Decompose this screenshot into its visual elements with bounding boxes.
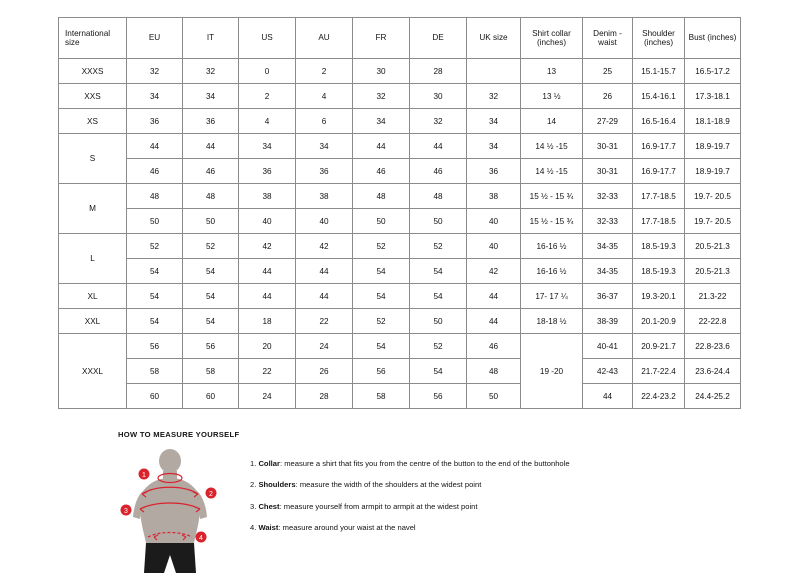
cell-shirt-collar: 16-16 ½ — [521, 234, 583, 259]
cell-de: 46 — [410, 159, 467, 184]
cell-international-size: XXXL — [59, 334, 127, 409]
column-header-it: IT — [183, 18, 239, 59]
cell-shoulder: 15.1-15.7 — [633, 59, 685, 84]
cell-fr: 34 — [353, 109, 410, 134]
cell-fr: 32 — [353, 84, 410, 109]
cell-bust: 20.5-21.3 — [685, 259, 741, 284]
column-header-uk-size: UK size — [467, 18, 521, 59]
cell-shirt-collar: 18-18 ½ — [521, 309, 583, 334]
cell-denim-waist: 36-37 — [583, 284, 633, 309]
cell-fr: 54 — [353, 284, 410, 309]
cell-us: 40 — [239, 209, 296, 234]
measure-step — [250, 459, 570, 468]
cell-shoulder: 15.4-16.1 — [633, 84, 685, 109]
cell-international-size: M — [59, 184, 127, 234]
cell-eu: 56 — [127, 334, 183, 359]
cell-us: 44 — [239, 259, 296, 284]
cell-shoulder: 17.7-18.5 — [633, 209, 685, 234]
cell-bust: 16.5-17.2 — [685, 59, 741, 84]
cell-eu: 54 — [127, 309, 183, 334]
cell-us: 4 — [239, 109, 296, 134]
table-row — [59, 259, 741, 284]
cell-uk-size: 34 — [467, 109, 521, 134]
cell-denim-waist: 30-31 — [583, 159, 633, 184]
column-header-shoulder: Shoulder (inches) — [633, 18, 685, 59]
cell-eu: 32 — [127, 59, 183, 84]
cell-au: 40 — [296, 209, 353, 234]
measure-step-number: 3. — [250, 501, 259, 511]
head-shape — [159, 449, 181, 473]
cell-de: 54 — [410, 259, 467, 284]
cell-shoulder: 20.1-20.9 — [633, 309, 685, 334]
cell-au: 6 — [296, 109, 353, 134]
cell-de: 50 — [410, 209, 467, 234]
cell-us: 36 — [239, 159, 296, 184]
measure-body — [118, 447, 738, 572]
measure-step-number: 2. — [250, 480, 259, 490]
cell-it: 48 — [183, 184, 239, 209]
cell-de: 44 — [410, 134, 467, 159]
cell-bust: 22-22.8 — [685, 309, 741, 334]
cell-it: 34 — [183, 84, 239, 109]
cell-bust: 19.7- 20.5 — [685, 184, 741, 209]
cell-fr: 50 — [353, 209, 410, 234]
cell-us: 44 — [239, 284, 296, 309]
cell-shirt-collar: 13 — [521, 59, 583, 84]
cell-us: 38 — [239, 184, 296, 209]
cell-au: 24 — [296, 334, 353, 359]
cell-uk-size: 32 — [467, 84, 521, 109]
measure-step-text: : measure around your waist at the navel — [278, 523, 416, 533]
cell-shoulder: 20.9-21.7 — [633, 334, 685, 359]
column-header-us: US — [239, 18, 296, 59]
cell-international-size: XXL — [59, 309, 127, 334]
size-table — [58, 17, 741, 409]
cell-us: 22 — [239, 359, 296, 384]
cell-shoulder: 16.5-16.4 — [633, 109, 685, 134]
cell-international-size: XXS — [59, 84, 127, 109]
cell-shirt-collar: 15 ½ - 15 ¾ — [521, 184, 583, 209]
cell-shoulder: 16.9-17.7 — [633, 159, 685, 184]
cell-denim-waist: 42-43 — [583, 359, 633, 384]
cell-fr: 46 — [353, 159, 410, 184]
cell-it: 60 — [183, 384, 239, 409]
cell-it: 32 — [183, 59, 239, 84]
cell-international-size: XXXS — [59, 59, 127, 84]
cell-de: 28 — [410, 59, 467, 84]
measure-step — [250, 523, 570, 532]
cell-fr: 56 — [353, 359, 410, 384]
cell-fr: 54 — [353, 259, 410, 284]
cell-au: 2 — [296, 59, 353, 84]
cell-de: 48 — [410, 184, 467, 209]
table-row — [59, 159, 741, 184]
cell-us: 34 — [239, 134, 296, 159]
table-row — [59, 334, 741, 359]
cell-it: 58 — [183, 359, 239, 384]
table-row — [59, 184, 741, 209]
how-to-measure-section — [118, 430, 738, 572]
column-header-shirt-collar: Shirt collar (inches) — [521, 18, 583, 59]
cell-de: 54 — [410, 284, 467, 309]
cell-uk-size: 50 — [467, 384, 521, 409]
cell-denim-waist: 34-35 — [583, 259, 633, 284]
cell-au: 36 — [296, 159, 353, 184]
column-header-denim-waist: Denim - waist — [583, 18, 633, 59]
measure-step-number: 1. — [250, 459, 259, 468]
cell-denim-waist: 25 — [583, 59, 633, 84]
marker-4-label: 4 — [199, 535, 203, 542]
measure-step-text: : measure the width of the shoulders at the widest point — [295, 480, 482, 490]
cell-denim-waist: 38-39 — [583, 309, 633, 334]
cell-us: 42 — [239, 234, 296, 259]
cell-de: 50 — [410, 309, 467, 334]
cell-eu: 48 — [127, 184, 183, 209]
cell-shoulder: 22.4-23.2 — [633, 384, 685, 409]
cell-uk-size: 34 — [467, 134, 521, 159]
column-header-eu: EU — [127, 18, 183, 59]
table-row — [59, 359, 741, 384]
cell-us: 20 — [239, 334, 296, 359]
cell-shirt-collar: 13 ½ — [521, 84, 583, 109]
cell-shirt-collar: 14 — [521, 109, 583, 134]
measure-step-text: : measure a shirt that fits you from the centre of the button to the end of the buttonhole — [279, 459, 570, 468]
cell-uk-size: 40 — [467, 234, 521, 259]
cell-us: 2 — [239, 84, 296, 109]
cell-it: 54 — [183, 284, 239, 309]
cell-de: 32 — [410, 109, 467, 134]
cell-it: 54 — [183, 259, 239, 284]
cell-au: 38 — [296, 184, 353, 209]
cell-it: 44 — [183, 134, 239, 159]
cell-shoulder: 17.7-18.5 — [633, 184, 685, 209]
cell-fr: 48 — [353, 184, 410, 209]
cell-us: 0 — [239, 59, 296, 84]
marker-1-label: 1 — [142, 472, 146, 479]
cell-shirt-collar: 16-16 ½ — [521, 259, 583, 284]
column-header-international-size: International size — [59, 18, 127, 59]
cell-eu: 52 — [127, 234, 183, 259]
cell-au: 44 — [296, 284, 353, 309]
measure-step-name: Collar — [258, 459, 280, 468]
cell-denim-waist: 27-29 — [583, 109, 633, 134]
cell-it: 56 — [183, 334, 239, 359]
cell-fr: 52 — [353, 309, 410, 334]
cell-de: 52 — [410, 334, 467, 359]
cell-eu: 50 — [127, 209, 183, 234]
table-row — [59, 309, 741, 334]
cell-fr: 58 — [353, 384, 410, 409]
cell-au: 22 — [296, 309, 353, 334]
column-header-au: AU — [296, 18, 353, 59]
cell-shirt-collar: 15 ½ - 15 ¾ — [521, 209, 583, 234]
cell-denim-waist: 26 — [583, 84, 633, 109]
cell-it: 36 — [183, 109, 239, 134]
cell-au: 34 — [296, 134, 353, 159]
cell-eu: 36 — [127, 109, 183, 134]
cell-denim-waist: 40-41 — [583, 334, 633, 359]
size-table-container — [58, 17, 737, 409]
cell-uk-size: 36 — [467, 159, 521, 184]
table-row — [59, 109, 741, 134]
measure-step-number: 4. — [250, 523, 259, 533]
cell-us: 24 — [239, 384, 296, 409]
cell-eu: 34 — [127, 84, 183, 109]
table-body — [59, 59, 741, 409]
cell-uk-size: 42 — [467, 259, 521, 284]
column-header-bust: Bust (inches) — [685, 18, 741, 59]
cell-it: 50 — [183, 209, 239, 234]
column-header-fr: FR — [353, 18, 410, 59]
cell-bust: 18.1-18.9 — [685, 109, 741, 134]
cell-bust: 17.3-18.1 — [685, 84, 741, 109]
cell-de: 56 — [410, 384, 467, 409]
cell-eu: 58 — [127, 359, 183, 384]
measure-step-name: Chest — [258, 501, 280, 511]
cell-eu: 60 — [127, 384, 183, 409]
cell-us: 18 — [239, 309, 296, 334]
cell-uk-size: 44 — [467, 284, 521, 309]
measure-step — [250, 502, 570, 511]
cell-it: 54 — [183, 309, 239, 334]
cell-denim-waist: 34-35 — [583, 234, 633, 259]
cell-shoulder: 21.7-22.4 — [633, 359, 685, 384]
cell-uk-size: 46 — [467, 334, 521, 359]
cell-denim-waist: 44 — [583, 384, 633, 409]
cell-bust: 22.8-23.6 — [685, 334, 741, 359]
cell-eu: 44 — [127, 134, 183, 159]
cell-it: 52 — [183, 234, 239, 259]
cell-uk-size: 40 — [467, 209, 521, 234]
cell-bust: 18.9-19.7 — [685, 159, 741, 184]
cell-uk-size: 44 — [467, 309, 521, 334]
table-row — [59, 384, 741, 409]
cell-uk-size: 38 — [467, 184, 521, 209]
cell-fr: 52 — [353, 234, 410, 259]
cell-uk-size: 48 — [467, 359, 521, 384]
cell-denim-waist: 32-33 — [583, 184, 633, 209]
cell-au: 26 — [296, 359, 353, 384]
cell-international-size: L — [59, 234, 127, 284]
cell-shirt-collar: 14 ½ -15 — [521, 134, 583, 159]
table-row — [59, 284, 741, 309]
cell-international-size: XS — [59, 109, 127, 134]
cell-shoulder: 16.9-17.7 — [633, 134, 685, 159]
cell-uk-size — [467, 59, 521, 84]
cell-au: 28 — [296, 384, 353, 409]
neck-shape — [163, 471, 177, 479]
cell-shoulder: 18.5-19.3 — [633, 234, 685, 259]
table-row — [59, 234, 741, 259]
table-row — [59, 59, 741, 84]
cell-it: 46 — [183, 159, 239, 184]
measure-step-name: Shoulders — [258, 480, 296, 490]
cell-international-size: S — [59, 134, 127, 184]
cell-shirt-collar: 19 -20 — [521, 334, 583, 409]
cell-eu: 54 — [127, 259, 183, 284]
cell-eu: 46 — [127, 159, 183, 184]
marker-2-label: 2 — [209, 491, 213, 498]
marker-3-label: 3 — [124, 508, 128, 515]
cell-denim-waist: 30-31 — [583, 134, 633, 159]
cell-shirt-collar: 17- 17 ¼ — [521, 284, 583, 309]
cell-de: 30 — [410, 84, 467, 109]
cell-bust: 24.4-25.2 — [685, 384, 741, 409]
table-header-row — [59, 18, 741, 59]
shorts-shape — [144, 543, 196, 573]
table-row — [59, 134, 741, 159]
table-row — [59, 209, 741, 234]
cell-bust: 18.9-19.7 — [685, 134, 741, 159]
cell-shoulder: 18.5-19.3 — [633, 259, 685, 284]
cell-shirt-collar: 14 ½ -15 — [521, 159, 583, 184]
table-row — [59, 84, 741, 109]
cell-shoulder: 19.3-20.1 — [633, 284, 685, 309]
cell-au: 42 — [296, 234, 353, 259]
cell-fr: 30 — [353, 59, 410, 84]
cell-bust: 21.3-22 — [685, 284, 741, 309]
section-title: HOW TO MEASURE YOURSELF — [118, 430, 240, 439]
cell-bust: 20.5-21.3 — [685, 234, 741, 259]
cell-bust: 19.7- 20.5 — [685, 209, 741, 234]
measure-step-text: : measure yourself from armpit to armpit at the widest point — [279, 501, 478, 511]
cell-denim-waist: 32-33 — [583, 209, 633, 234]
cell-au: 44 — [296, 259, 353, 284]
cell-de: 54 — [410, 359, 467, 384]
measure-steps-list — [250, 447, 570, 545]
cell-bust: 23.6-24.4 — [685, 359, 741, 384]
torso-diagram-svg — [118, 447, 228, 577]
cell-eu: 54 — [127, 284, 183, 309]
cell-fr: 44 — [353, 134, 410, 159]
measure-step — [250, 480, 570, 489]
column-header-de: DE — [410, 18, 467, 59]
cell-fr: 54 — [353, 334, 410, 359]
cell-international-size: XL — [59, 284, 127, 309]
measure-step-name: Waist — [258, 523, 279, 533]
cell-de: 52 — [410, 234, 467, 259]
cell-au: 4 — [296, 84, 353, 109]
body-figure-illustration — [118, 447, 228, 572]
